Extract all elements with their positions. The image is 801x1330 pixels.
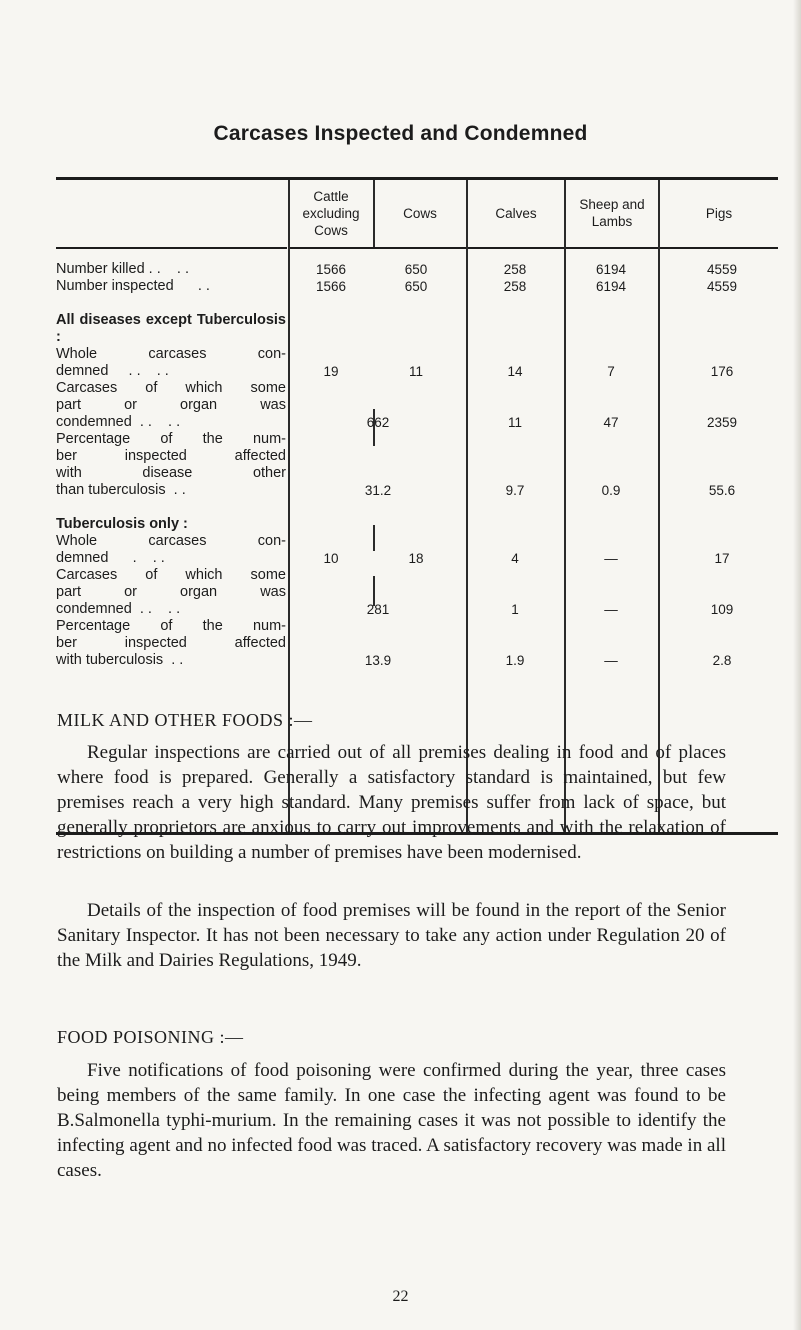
row-label: Percentage of the num- xyxy=(56,431,286,447)
cell: 4559 xyxy=(706,279,738,294)
cell: 6194 xyxy=(595,262,627,277)
cell: 19 xyxy=(323,364,339,379)
column-divider xyxy=(658,180,660,832)
cell: 18 xyxy=(408,551,424,566)
cell: 11 xyxy=(408,364,423,379)
row-label: condemned . . . . xyxy=(56,601,181,617)
header-rule xyxy=(468,247,564,249)
cell: 4559 xyxy=(706,262,738,277)
cell-cattle-cows-combined: 31.2 xyxy=(364,483,392,498)
cell: 47 xyxy=(603,415,619,430)
row-label: demned . . . xyxy=(56,550,165,566)
row-label: Carcases of which some xyxy=(56,380,286,396)
header-rule xyxy=(290,247,466,249)
cell: 650 xyxy=(404,262,428,277)
page-edge xyxy=(793,0,801,1330)
row-label: Percentage of the num- xyxy=(56,618,286,634)
column-divider xyxy=(564,180,566,832)
page-number: 22 xyxy=(392,1288,409,1305)
row-label: ber inspected affected xyxy=(56,635,286,651)
section-heading-food-poisoning: FOOD POISONING :— xyxy=(57,1027,244,1047)
row-label: with tuberculosis . . xyxy=(56,652,184,668)
cell: — xyxy=(604,653,618,668)
cell-cattle-cows-combined: 281 xyxy=(366,602,390,617)
row-label: than tuberculosis . . xyxy=(56,482,186,498)
column-divider xyxy=(288,180,290,832)
cell: 1566 xyxy=(315,279,347,294)
cell: 55.6 xyxy=(708,483,736,498)
header-rule xyxy=(566,247,658,249)
row-label: Whole carcases con- xyxy=(56,346,286,362)
cell: 650 xyxy=(404,279,428,294)
cell: 17 xyxy=(714,551,730,566)
cell: 14 xyxy=(507,364,523,379)
header-pigs: Pigs xyxy=(705,205,733,221)
cell: 1.9 xyxy=(505,653,525,668)
header-cows: Cows xyxy=(403,205,437,221)
row-label: ber inspected affected xyxy=(56,448,286,464)
header-rule xyxy=(660,247,778,249)
row-label-number-killed: Number killed . . . . xyxy=(56,261,189,277)
cell-cattle-cows-combined: 13.9 xyxy=(364,653,392,668)
carcases-table xyxy=(56,177,778,837)
section-heading-tuberculosis: Tuberculosis only : xyxy=(56,516,188,532)
cell: 176 xyxy=(710,364,734,379)
cell: 10 xyxy=(323,551,339,566)
cell: 1566 xyxy=(315,262,347,277)
header-cattle: Cattle excluding Cows xyxy=(302,188,360,238)
cell: 4 xyxy=(511,551,519,566)
row-label: part or organ was xyxy=(56,584,286,600)
cell: 1 xyxy=(511,602,519,617)
cell: 0.9 xyxy=(601,483,621,498)
paragraph-milk-1: Regular inspections are carried out of all premises dealing in food and of places where food is prepared. Generally a satisfactory standard is maintained, but few premises reach a very high standard. Many premises suffer from lack of space, but generally proprietors are anxious to carry out improvements and with the relaxation of restrictions on building a number of premises have been modernised. xyxy=(57,742,726,863)
page-title: Carcases Inspected and Condemned xyxy=(213,122,588,145)
header-calves: Calves xyxy=(495,205,537,221)
cell-cattle-cows-combined: 662 xyxy=(366,415,390,430)
cell: 9.7 xyxy=(505,483,525,498)
row-label: condemned . . . . xyxy=(56,414,181,430)
column-divider xyxy=(466,180,468,832)
cell: 258 xyxy=(503,279,527,294)
cell: — xyxy=(604,602,618,617)
cell: — xyxy=(604,551,618,566)
cell: 11 xyxy=(507,415,522,430)
header-rule xyxy=(56,247,287,249)
row-label-number-inspected: Number inspected . . xyxy=(56,278,210,294)
cell: 6194 xyxy=(595,279,627,294)
section-heading-milk: MILK AND OTHER FOODS :— xyxy=(57,710,313,730)
row-label: demned . . . . xyxy=(56,363,169,379)
cell: 2.8 xyxy=(712,653,732,668)
cell: 258 xyxy=(503,262,527,277)
row-label: with disease other xyxy=(56,465,286,481)
column-divider xyxy=(373,525,375,551)
paragraph-milk-2: Details of the inspection of food premises will be found in the report of the Senior Sanitary Inspector. It has not been necessary to take any action under Regulation 20 of the Milk and Dairies Regulations, 1949. xyxy=(57,900,726,971)
row-label: Whole carcases con- xyxy=(56,533,286,549)
header-sheep: Sheep and Lambs xyxy=(579,197,645,229)
row-label: Carcases of which some xyxy=(56,567,286,583)
section-heading-all-diseases: All diseases except Tuberculosis : xyxy=(56,312,286,345)
cell: 7 xyxy=(607,364,615,379)
cell: 109 xyxy=(710,602,734,617)
cell: 2359 xyxy=(706,415,738,430)
paragraph-food-poisoning: Five notifications of food poisoning were confirmed during the year, three cases being members of the same family. In one case the infecting agent was found to be B.Salmonella typhi-murium. In the remaining cases it was not possible to identify the infecting agent and no infected food was traced. A satisfactory recovery was made in all cases. xyxy=(57,1060,726,1181)
row-label: part or organ was xyxy=(56,397,286,413)
